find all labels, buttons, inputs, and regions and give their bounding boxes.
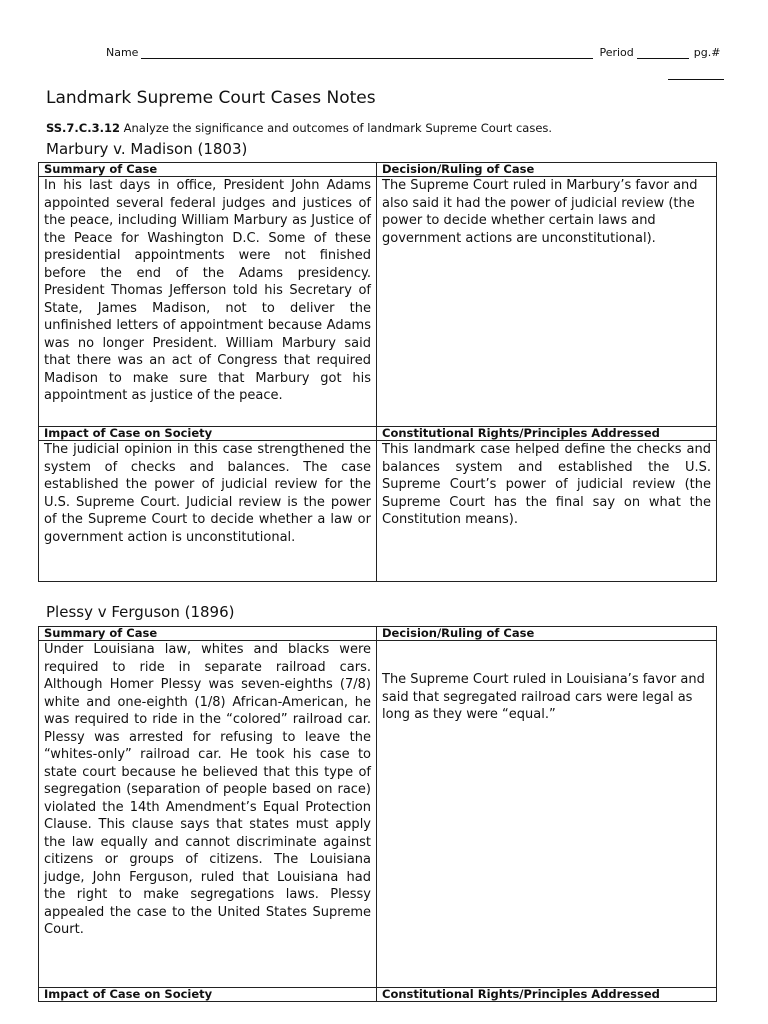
benchmark xyxy=(46,121,552,135)
summary-header: Summary of Case xyxy=(39,627,377,641)
decision-header: Decision/Ruling of Case xyxy=(377,627,717,641)
principles-header: Constitutional Rights/Principles Addressed xyxy=(377,427,717,441)
principles-cell: This landmark case helped define the checks and balances system and established the U.S. Supreme Court’s power of judicial review (the Supreme Court has the final say on what the Constitution means). xyxy=(377,441,717,582)
case-title-plessy: Plessy v Ferguson (1896) xyxy=(46,603,235,621)
page-title: Landmark Supreme Court Cases Notes xyxy=(46,88,376,108)
name-label: Name xyxy=(106,46,139,59)
impact-header: Impact of Case on Society xyxy=(39,988,377,1002)
decision-header: Decision/Ruling of Case xyxy=(377,163,717,177)
decision-cell: The Supreme Court ruled in Louisiana’s favor and said that segregated railroad cars were legal as long as they were “equal.” xyxy=(377,641,717,988)
impact-header: Impact of Case on Society xyxy=(39,427,377,441)
benchmark-code: SS.7.C.3.12 xyxy=(46,121,120,135)
case-table-marbury xyxy=(38,162,717,582)
period-field[interactable] xyxy=(637,46,689,59)
summary-cell: Under Louisiana law, whites and blacks were required to ride in separate railroad cars. Although Homer Plessy was seven-eighths (7/8) white and one-eighth (1/8) African-American, he was required to ride in the “colored” railroad car. Plessy was arrested for refusing to leave the “whites-only” railroad car. He took his case to state court because he believed that this type of segregation (separation of people based on race) violated the 14th Amendment’s Equal Protection Clause. This clause says that states must apply the law equally and cannot discriminate against citizens or groups of citizens. The Louisiana judge, John Ferguson, ruled that Louisiana had the right to make segregations laws. Plessy appealed the case to the United States Supreme Court. xyxy=(39,641,377,988)
page-label: pg.# xyxy=(693,46,721,59)
page-number-field[interactable] xyxy=(668,79,724,80)
summary-cell: In his last days in office, President John Adams appointed several federal judges and justices of the peace, including William Marbury as Justice of the Peace for Washington D.C. Some of these presidential appointments were not finished before the end of the Adams presidency. President Thomas Jefferson told his Secretary of State, James Madison, not to deliver the unfinished letters of appointment because Adams was no longer President. William Marbury said that there was an act of Congress that required Madison to make sure that Marbury got his appointment as justice of the peace. xyxy=(39,177,377,427)
principles-header: Constitutional Rights/Principles Addressed xyxy=(377,988,717,1002)
student-info-line xyxy=(106,46,726,59)
case-title-marbury: Marbury v. Madison (1803) xyxy=(46,140,248,158)
summary-header: Summary of Case xyxy=(39,163,377,177)
benchmark-text: Analyze the significance and outcomes of landmark Supreme Court cases. xyxy=(123,121,553,135)
name-field[interactable] xyxy=(141,46,593,59)
period-label: Period xyxy=(599,46,634,59)
decision-cell: The Supreme Court ruled in Marbury’s favor and also said it had the power of judicial review (the power to decide whether certain laws and government actions are unconstitutional). xyxy=(377,177,717,427)
case-table-plessy xyxy=(38,626,717,1002)
impact-cell: The judicial opinion in this case strengthened the system of checks and balances. The case established the power of judicial review for the U.S. Supreme Court. Judicial review is the power of the Supreme Court to decide whether a law or government action is unconstitutional. xyxy=(39,441,377,582)
